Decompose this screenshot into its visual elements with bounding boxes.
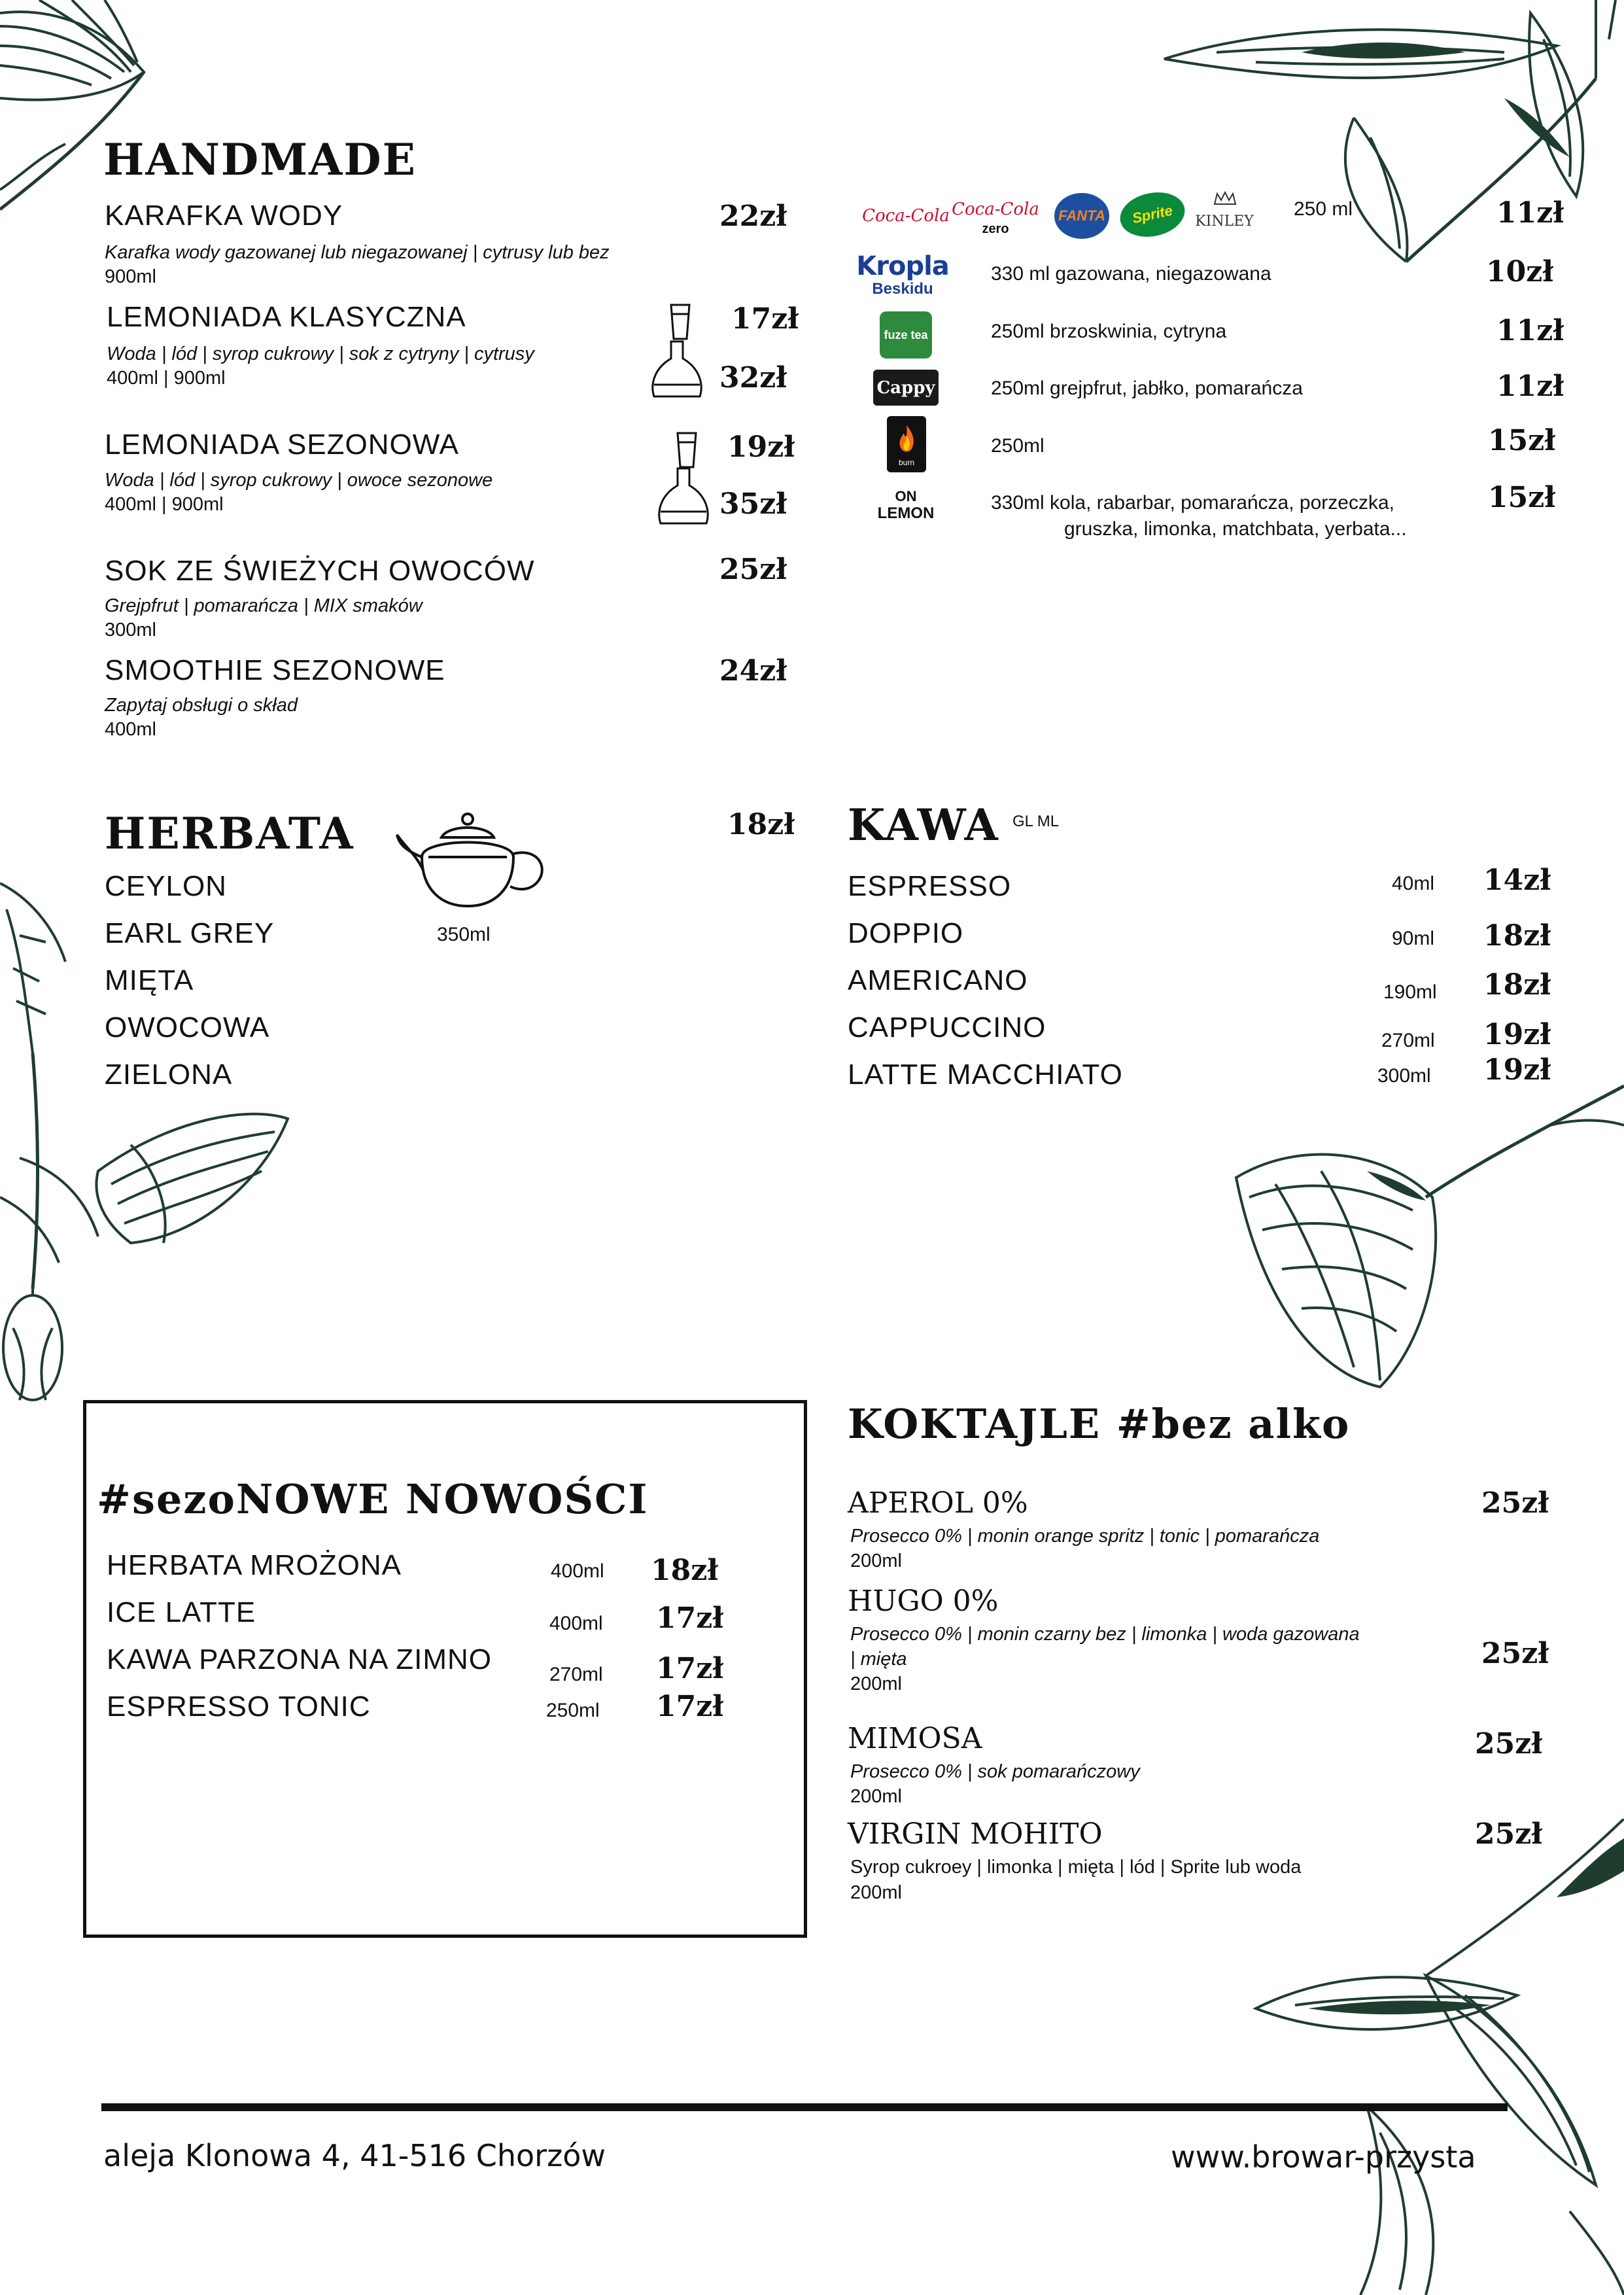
kawa-espresso-price: 14zł: [1483, 864, 1551, 897]
herbata-item-ceylon: CEYLON: [105, 870, 227, 902]
nowosci-herbata-mrozona-name: HERBATA MROŻONA: [107, 1549, 402, 1581]
koktajl-virgin-mohito-price: 25zł: [1475, 1817, 1543, 1851]
lemoniada-sezonowa-price-glass: 19zł: [727, 430, 795, 464]
nowosci-espresso-tonic-price: 17zł: [656, 1690, 724, 1723]
koktajl-virgin-mohito-name: VIRGIN MOHITO: [848, 1817, 1103, 1851]
koktajl-hugo-name: HUGO 0%: [848, 1585, 999, 1618]
kawa-espresso-name: ESPRESSO: [848, 870, 1012, 902]
sok-owocowy-desc: Grejpfrut | pomarańcza | MIX smaków: [105, 595, 423, 616]
koktajl-aperol-name: APEROL 0%: [848, 1486, 1028, 1520]
footer-divider: [101, 2103, 1508, 2111]
koktajl-virgin-mohito-desc: Syrop cukroey | limonka | mięta | lód | Sprite lub woda: [850, 1857, 1302, 1878]
herbata-item-mieta: MIĘTA: [105, 964, 194, 996]
koktajl-virgin-mohito-volume: 200ml: [850, 1882, 902, 1903]
kawa-latte-volume: 300ml: [1377, 1065, 1431, 1087]
softdrink-row-4-desc: 250ml grejpfrut, jabłko, pomarańcza: [991, 377, 1303, 399]
teapot-icon: [396, 811, 549, 913]
smoothie-desc: Zapytaj obsługi o skład: [105, 695, 298, 716]
koktajl-hugo-desc: Prosecco 0% | monin czarny bez | limonka | woda gazowana: [850, 1624, 1360, 1645]
sprite-logo: Sprite: [1116, 186, 1189, 242]
softdrink-row-5-price: 15zł: [1488, 424, 1556, 457]
kawa-cappuccino-volume: 270ml: [1381, 1030, 1435, 1051]
smoothie-volume: 400ml: [105, 719, 156, 740]
coca-cola-zero-logo: Coca-Cola: [952, 200, 1039, 219]
kawa-doppio-name: DOPPIO: [848, 917, 964, 949]
koktajl-mimosa-price: 25zł: [1475, 1727, 1543, 1761]
softdrink-row-6-desc: 330ml kola, rabarbar, pomarańcza, porzeczka,: [991, 492, 1394, 514]
herbata-title: HERBATA: [105, 808, 354, 859]
karafka-wody-name: KARAFKA WODY: [105, 200, 343, 232]
softdrink-row-1-desc: 250 ml: [1294, 198, 1353, 220]
sok-owocowy-volume: 300ml: [105, 620, 156, 640]
coca-cola-zero-label: zero: [982, 221, 1009, 236]
nowosci-herbata-mrozona-price: 18zł: [651, 1554, 719, 1587]
glass-icon: [667, 302, 693, 342]
lemoniada-klasyczna-volume: 400ml | 900ml: [107, 368, 226, 389]
glass-icon: [674, 430, 700, 470]
koktajl-hugo-price: 25zł: [1481, 1637, 1549, 1670]
koktajle-title: KOKTAJLE #bez alko: [848, 1400, 1351, 1448]
carafe-icon: [648, 339, 706, 401]
kawa-espresso-volume: 40ml: [1392, 873, 1435, 894]
kawa-americano-price: 18zł: [1483, 968, 1551, 1002]
softdrink-row-6-price: 15zł: [1488, 481, 1556, 514]
flame-icon: [896, 424, 917, 454]
nowosci-cold-brew-price: 17zł: [656, 1652, 724, 1685]
karafka-wody-desc: Karafka wody gazowanej lub niegazowanej | cytrusy lub bez: [105, 242, 610, 263]
fuze-tea-logo: fuze tea: [880, 311, 932, 359]
kawa-americano-name: AMERICANO: [848, 964, 1028, 996]
footer-website-link[interactable]: www.browar-przysta: [1171, 2139, 1476, 2175]
koktajl-mimosa-name: MIMOSA: [848, 1722, 982, 1755]
koktajl-aperol-desc: Prosecco 0% | monin orange spritz | tonic | pomarańcza: [850, 1526, 1320, 1547]
nowosci-espresso-tonic-name: ESPRESSO TONIC: [107, 1691, 371, 1723]
coca-cola-logo: Coca-Cola: [862, 206, 950, 226]
burn-label: burn: [898, 458, 915, 467]
karafka-wody-volume: 900ml: [105, 266, 156, 287]
kawa-cappuccino-name: CAPPUCCINO: [848, 1011, 1046, 1043]
lemoniada-sezonowa-price-carafe: 35zł: [719, 487, 787, 521]
fanta-logo: FANTA: [1054, 193, 1109, 239]
kropla-beskidu-sublabel: Beskidu: [872, 280, 933, 298]
herbata-volume: 350ml: [437, 924, 491, 945]
koktajl-aperol-volume: 200ml: [850, 1550, 902, 1571]
kropla-beskidu-logo: Kropla: [856, 251, 949, 281]
on-lemon-logo-bottom: LEMON: [877, 504, 935, 522]
nowosci-espresso-tonic-volume: 250ml: [546, 1700, 600, 1721]
cappy-logo: Cappy: [873, 370, 939, 406]
kawa-note: GL ML: [1012, 813, 1060, 830]
kawa-latte-price: 19zł: [1483, 1053, 1551, 1087]
nowosci-herbata-mrozona-volume: 400ml: [551, 1560, 604, 1582]
herbata-item-earl-grey: EARL GREY: [105, 917, 275, 949]
kawa-latte-name: LATTE MACCHIATO: [848, 1059, 1123, 1091]
lemoniada-sezonowa-name: LEMONIADA SEZONOWA: [105, 429, 460, 461]
softdrink-row-2-price: 10zł: [1486, 255, 1554, 289]
koktajl-hugo-volume: 200ml: [850, 1673, 902, 1694]
nowosci-ice-latte-name: ICE LATTE: [107, 1596, 256, 1628]
softdrink-row-4-price: 11zł: [1496, 370, 1564, 403]
softdrink-row-2-desc: 330 ml gazowana, niegazowana: [991, 263, 1271, 285]
softdrink-row-5-desc: 250ml: [991, 435, 1045, 457]
sok-owocowy-name: SOK ZE ŚWIEŻYCH OWOCÓW: [105, 555, 535, 587]
floral-illustration-bottom-right: [1230, 1819, 1624, 2295]
herbata-item-zielona: ZIELONA: [105, 1059, 233, 1091]
lemoniada-klasyczna-price-glass: 17zł: [731, 302, 799, 336]
kawa-americano-volume: 190ml: [1383, 981, 1437, 1003]
lemoniada-sezonowa-volume: 400ml | 900ml: [105, 494, 224, 515]
softdrink-row-1-price: 11zł: [1496, 196, 1564, 230]
herbata-item-owocowa: OWOCOWA: [105, 1011, 270, 1043]
nowosci-cold-brew-volume: 270ml: [549, 1664, 603, 1685]
nowosci-ice-latte-volume: 400ml: [549, 1613, 603, 1634]
lemoniada-klasyczna-desc: Woda | lód | syrop cukrowy | sok z cytryny | cytrusy: [107, 343, 534, 364]
lemoniada-klasyczna-name: LEMONIADA KLASYCZNA: [107, 301, 466, 333]
koktajl-aperol-price: 25zł: [1481, 1486, 1549, 1520]
koktajl-mimosa-volume: 200ml: [850, 1786, 902, 1807]
smoothie-price: 24zł: [719, 654, 787, 688]
burn-can-logo: [887, 416, 926, 472]
koktajl-mimosa-desc: Prosecco 0% | sok pomarańczowy: [850, 1761, 1140, 1782]
footer-address: aleja Klonowa 4, 41-516 Chorzów: [103, 2138, 606, 2173]
nowosci-title: #sezoNOWE NOWOŚCI: [97, 1475, 649, 1523]
koktajl-hugo-desc-cont: | mięta: [850, 1649, 907, 1670]
smoothie-name: SMOOTHIE SEZONOWE: [105, 654, 445, 686]
softdrink-row-6-desc-cont: gruszka, limonka, matchbata, yerbata...: [1064, 518, 1407, 540]
kawa-doppio-volume: 90ml: [1392, 928, 1435, 949]
carafe-icon: [654, 466, 713, 528]
kinley-crown-icon: [1213, 191, 1237, 205]
karafka-wody-price: 22zł: [719, 200, 787, 233]
lemoniada-sezonowa-desc: Woda | lód | syrop cukrowy | owoce sezonowe: [105, 470, 493, 491]
on-lemon-logo-top: ON: [895, 488, 917, 504]
kawa-cappuccino-price: 19zł: [1483, 1018, 1551, 1051]
kawa-title: KAWA: [848, 799, 999, 850]
kinley-logo: KINLEY: [1195, 213, 1254, 230]
floral-illustration-left-middle: [0, 870, 307, 1459]
handmade-title: HANDMADE: [103, 134, 417, 185]
softdrink-row-3-desc: 250ml brzoskwinia, cytryna: [991, 321, 1227, 342]
herbata-price: 18zł: [727, 808, 795, 841]
lemoniada-klasyczna-price-carafe: 32zł: [719, 361, 787, 394]
nowosci-ice-latte-price: 17zł: [656, 1602, 724, 1635]
nowosci-cold-brew-name: KAWA PARZONA NA ZIMNO: [107, 1643, 492, 1675]
softdrink-row-3-price: 11zł: [1496, 314, 1564, 347]
kawa-doppio-price: 18zł: [1483, 919, 1551, 953]
sok-owocowy-price: 25zł: [719, 553, 787, 586]
